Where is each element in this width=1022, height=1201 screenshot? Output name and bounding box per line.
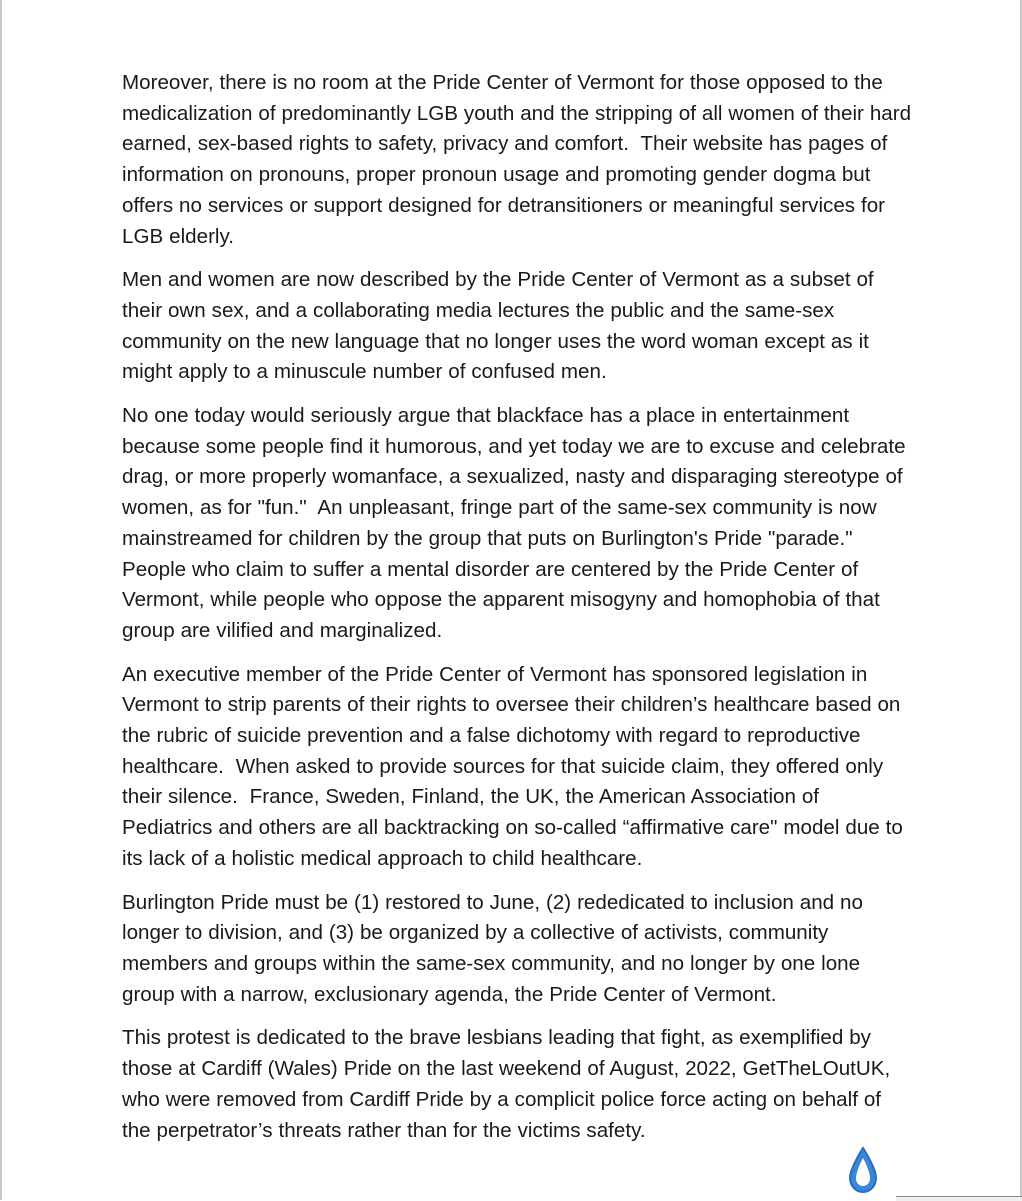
page-edge-left xyxy=(0,0,2,1200)
paragraph-blackface-drag: No one today would seriously argue that blackface has a place in entertainment because some people find it humorous, and yet today we are to excuse and celebrate drag, or more properly womanface, a sexualized, nasty and disparaging stereotype of women, as for "fun." An unpleasant, fringe part of the same-sex community is now mainstreamed for children by the group that puts on Burlington's Pride "parade." People who claim to suffer a mental disorder are centered by the Pride Center of Vermont, while people who oppose the apparent misogyny and homophobia of that group are vilified and marginalized. xyxy=(122,404,912,642)
document-body xyxy=(122,68,917,1159)
paragraph-protest-dedication: This protest is dedicated to the brave lesbians leading that fight, as exemplified by those at Cardiff (Wales) Pride on the last weekend of August, 2022, GetTheLOutUK, who were removed from Cardiff Pride by a complicit police force acting on behalf of the perpetrator’s threats rather than for the victims safety. xyxy=(122,1026,897,1142)
paragraph-men-and-women: Men and women are now described by the Pride Center of Vermont as a subset of their own sex, and a collaborating media lectures the public and the same-sex community on the new language that no longer uses the word woman except as it might apply to a minuscule number of confused men. xyxy=(122,268,880,384)
water-drop-icon[interactable] xyxy=(846,1146,880,1194)
paragraph-executive-legislation: An executive member of the Pride Center of Vermont has sponsored legislation in Vermont to strip parents of their rights to oversee their children’s healthcare based on the rubric of suicide prevention and a false dichotomy with regard to reproductive healthcare. When asked to provide sources for that suicide claim, they offered only their silence. France, Sweden, Finland, the UK, the American Association of Pediatrics and others are all backtracking on so-called “affirmative care" model due to its lack of a holistic medical approach to child healthcare. xyxy=(122,662,909,870)
paragraph-burlington-pride-demands: Burlington Pride must be (1) restored to June, (2) rededicated to inclusion and no longer to division, and (3) be organized by a collective of activists, community members and groups within the same-sex community, and no longer by one lone group with a narrow, exclusionary agenda, the Pride Center of Vermont. xyxy=(122,890,869,1006)
page-scroll-handle[interactable] xyxy=(896,1196,1022,1201)
paragraph-pride-center-opposition: Moreover, there is no room at the Pride Center of Vermont for those opposed to the medicalization of predominantly LGB youth and the stripping of all women of their hard earned, sex-based rights to safety, privacy and comfort. Their website has pages of information on pronouns, proper pronoun usage and promoting gender dogma but offers no services or support designed for detransitioners or meaningful services for LGB elderly. xyxy=(122,71,917,248)
